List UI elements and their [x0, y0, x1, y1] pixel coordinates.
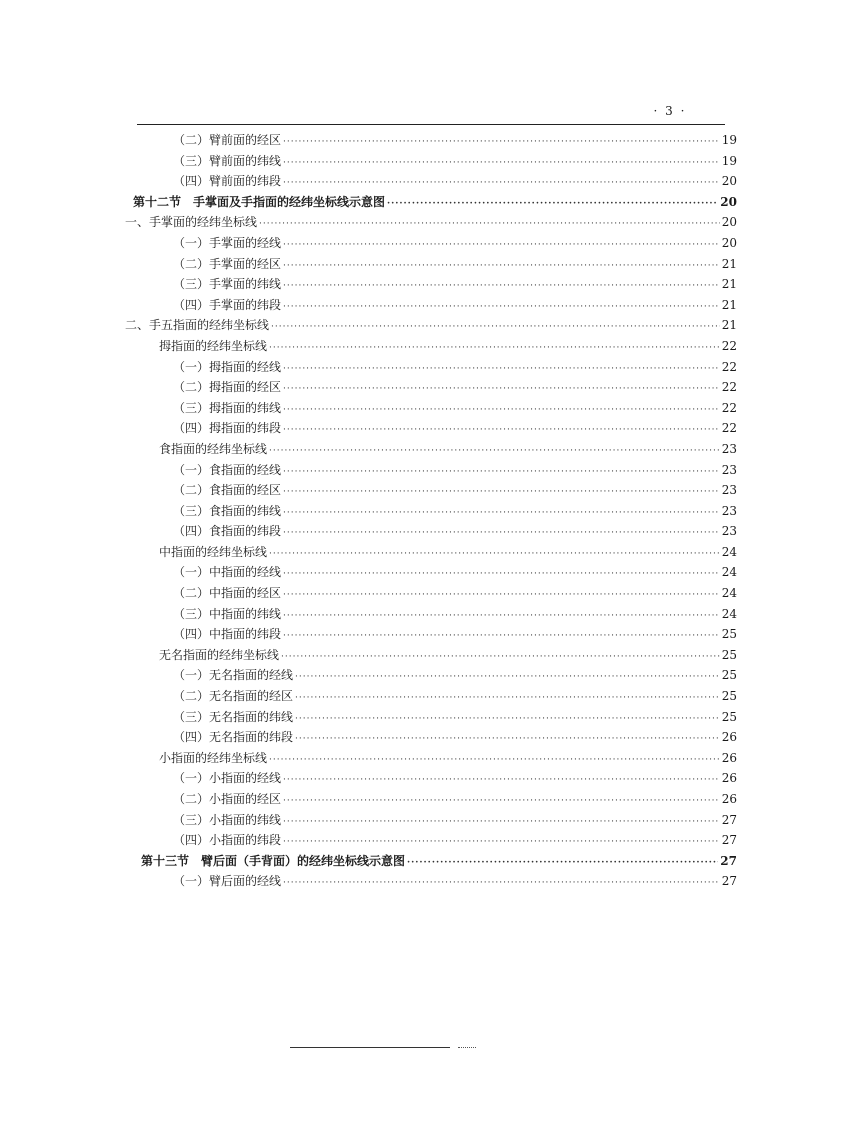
toc-entry-title: （四）手掌面的纬段	[173, 297, 282, 312]
toc-entry-title: （四）小指面的纬段	[173, 833, 282, 848]
toc-dot-leader	[283, 173, 720, 194]
toc-dot-leader	[283, 770, 720, 791]
toc-entry[interactable]	[125, 624, 737, 645]
toc-entry-page: 23	[721, 524, 737, 539]
toc-entry-title: （一）中指面的经线	[173, 565, 282, 580]
toc-entry-page: 20	[721, 215, 737, 230]
toc-dot-leader	[283, 626, 720, 647]
toc-dot-leader	[283, 812, 720, 833]
toc-entry-page: 23	[721, 503, 737, 518]
toc-entry[interactable]	[125, 748, 737, 769]
toc-entry-title: 第十三节 臂后面（手背面）的经纬坐标线示意图	[141, 853, 406, 868]
footer-divider	[290, 1047, 450, 1048]
toc-entry[interactable]	[125, 707, 737, 728]
toc-dot-leader	[283, 132, 720, 153]
toc-entry-page: 20	[720, 194, 737, 209]
toc-entry-title: （一）食指面的经线	[173, 462, 282, 477]
toc-entry-title: 无名指面的经纬坐标线	[159, 647, 280, 662]
toc-dot-leader	[295, 667, 720, 688]
toc-entry-page: 19	[721, 133, 737, 147]
toc-entry[interactable]	[125, 480, 737, 501]
toc-entry-title: 食指面的经纬坐标线	[159, 441, 268, 456]
toc-entry[interactable]	[125, 810, 737, 831]
toc-entry-page: 24	[721, 565, 737, 580]
toc-entry[interactable]	[125, 604, 737, 625]
toc-entry[interactable]	[125, 398, 737, 419]
toc-entry-title: （一）手掌面的经线	[173, 235, 282, 250]
toc-entry-title: （四）食指面的纬段	[173, 524, 282, 539]
toc-dot-leader	[283, 297, 720, 318]
toc-dot-leader	[283, 235, 720, 256]
toc-entry-title: 小指面的经纬坐标线	[159, 750, 268, 765]
toc-dot-leader	[283, 606, 720, 627]
toc-dot-leader	[269, 544, 720, 565]
toc-dot-leader	[281, 647, 720, 668]
toc-dot-leader	[283, 276, 720, 297]
page-number: · 3 ·	[653, 104, 687, 118]
toc-entry[interactable]	[125, 336, 737, 357]
toc-entry-page: 22	[721, 421, 737, 436]
toc-entry-title: （三）中指面的纬线	[173, 606, 282, 621]
toc-entry-title: （二）臂前面的经区	[173, 133, 282, 147]
toc-dot-leader	[271, 317, 720, 338]
toc-dot-leader	[283, 585, 720, 606]
toc-dot-leader	[283, 256, 720, 277]
toc-dot-leader	[269, 441, 720, 462]
toc-entry-page: 25	[721, 668, 737, 683]
toc-dot-leader	[295, 688, 720, 709]
toc-entry[interactable]	[125, 562, 737, 583]
toc-entry-page: 24	[721, 606, 737, 621]
toc-entry-title: 中指面的经纬坐标线	[159, 544, 268, 559]
toc-entry-title: （二）食指面的经区	[173, 483, 282, 498]
toc-entry[interactable]	[125, 583, 737, 604]
toc-dot-leader	[283, 379, 720, 400]
toc-entry-page: 26	[721, 730, 737, 745]
toc-dot-leader	[407, 853, 718, 874]
toc-entry[interactable]	[125, 851, 737, 872]
toc-entry[interactable]	[125, 233, 737, 254]
toc-entry-title: （三）拇指面的纬线	[173, 400, 282, 415]
toc-entry-title: （四）臂前面的纬段	[173, 174, 282, 189]
toc-dot-leader	[283, 153, 720, 174]
toc-entry-page: 23	[721, 462, 737, 477]
toc-entry-page: 25	[721, 627, 737, 642]
toc-entry-title: （一）拇指面的经线	[173, 359, 282, 374]
toc-entry-page: 27	[721, 874, 737, 889]
toc-entry-title: （四）中指面的纬段	[173, 627, 282, 642]
toc-entry-page: 19	[721, 153, 737, 168]
toc-entry-title: （二）拇指面的经区	[173, 380, 282, 395]
toc-entry[interactable]	[125, 768, 737, 789]
toc-entry-page: 24	[721, 544, 737, 559]
header-divider	[137, 124, 725, 125]
toc-entry[interactable]	[125, 727, 737, 748]
toc-dot-leader	[283, 832, 720, 853]
toc-entry-title: （二）无名指面的经区	[173, 689, 294, 704]
toc-entry-title: 第十二节 手掌面及手指面的经纬坐标线示意图	[133, 194, 386, 209]
toc-entry-title: 拇指面的经纬坐标线	[159, 338, 268, 353]
toc-dot-leader	[269, 338, 720, 359]
toc-entry[interactable]	[125, 665, 737, 686]
toc-entry-page: 24	[721, 586, 737, 601]
toc-entry[interactable]	[125, 212, 737, 233]
toc-entry-title: （三）小指面的纬线	[173, 812, 282, 827]
toc-entry[interactable]	[125, 439, 737, 460]
toc-entry-title: （三）食指面的纬线	[173, 503, 282, 518]
toc-dot-leader	[283, 873, 720, 894]
toc-dot-leader	[283, 503, 720, 524]
toc-entry[interactable]	[125, 274, 737, 295]
table-of-contents	[125, 130, 737, 892]
toc-entry[interactable]	[125, 171, 737, 192]
toc-dot-leader	[295, 729, 720, 750]
toc-dot-leader	[387, 194, 718, 215]
toc-entry[interactable]	[125, 789, 737, 810]
toc-entry[interactable]	[125, 295, 737, 316]
toc-entry-title: （二）中指面的经区	[173, 586, 282, 601]
toc-dot-leader	[269, 750, 720, 771]
toc-entry-title: （三）手掌面的纬线	[173, 277, 282, 292]
toc-dot-leader	[283, 791, 720, 812]
toc-dot-leader	[283, 420, 720, 441]
toc-entry-page: 21	[721, 297, 737, 312]
toc-dot-leader	[283, 400, 720, 421]
toc-entry[interactable]	[125, 254, 737, 275]
toc-entry-page: 27	[721, 812, 737, 827]
toc-entry-title: （一）小指面的经线	[173, 771, 282, 786]
toc-entry-page: 27	[721, 833, 737, 848]
toc-entry[interactable]	[125, 830, 737, 851]
toc-entry[interactable]	[125, 130, 737, 151]
toc-entry[interactable]	[125, 377, 737, 398]
toc-entry[interactable]	[125, 192, 737, 213]
toc-dot-leader	[283, 482, 720, 503]
toc-entry-page: 26	[721, 792, 737, 806]
toc-entry[interactable]	[125, 460, 737, 481]
toc-entry[interactable]	[125, 151, 737, 172]
toc-entry-title: 二、手五指面的经纬坐标线	[125, 318, 270, 333]
toc-entry-page: 22	[721, 380, 737, 395]
toc-entry[interactable]	[125, 871, 737, 892]
toc-dot-leader	[283, 462, 720, 483]
toc-entry-page: 26	[721, 771, 737, 786]
toc-entry-page: 25	[721, 689, 737, 704]
toc-entry-page: 25	[721, 709, 737, 724]
toc-entry[interactable]	[125, 645, 737, 666]
toc-entry[interactable]	[125, 686, 737, 707]
toc-entry-page: 22	[721, 338, 737, 353]
toc-dot-leader	[283, 564, 720, 585]
toc-entry[interactable]	[125, 521, 737, 542]
toc-entry-title: 一、手掌面的经纬坐标线	[125, 215, 258, 230]
toc-entry[interactable]	[125, 357, 737, 378]
toc-entry-page: 21	[721, 277, 737, 292]
toc-dot-leader	[283, 523, 720, 544]
toc-entry-page: 26	[721, 750, 737, 765]
toc-entry-page: 21	[721, 256, 737, 271]
toc-entry-page: 23	[721, 441, 737, 456]
toc-entry-page: 27	[720, 853, 737, 868]
toc-entry[interactable]	[125, 501, 737, 522]
toc-entry-page: 25	[721, 647, 737, 662]
toc-entry-page: 22	[721, 400, 737, 415]
toc-entry-page: 20	[721, 235, 737, 250]
toc-dot-leader	[283, 359, 720, 380]
toc-entry-title: （一）臂后面的经线	[173, 874, 282, 889]
toc-entry-page: 22	[721, 359, 737, 374]
toc-entry-title: （二）小指面的经区	[173, 792, 282, 806]
toc-dot-leader	[259, 214, 720, 235]
toc-entry-title: （三）臂前面的纬线	[173, 153, 282, 168]
toc-entry-title: （四）无名指面的纬段	[173, 730, 294, 745]
toc-entry-page: 23	[721, 483, 737, 498]
toc-entry-title: （四）拇指面的纬段	[173, 421, 282, 436]
footer-divider-dotted	[458, 1047, 476, 1048]
toc-entry[interactable]	[125, 418, 737, 439]
toc-entry[interactable]	[125, 315, 737, 336]
toc-entry-page: 21	[721, 318, 737, 333]
toc-entry[interactable]	[125, 542, 737, 563]
toc-entry-title: （二）手掌面的经区	[173, 256, 282, 271]
toc-dot-leader	[295, 709, 720, 730]
toc-entry-title: （一）无名指面的经线	[173, 668, 294, 683]
toc-entry-page: 20	[721, 174, 737, 189]
toc-entry-title: （三）无名指面的纬线	[173, 709, 294, 724]
